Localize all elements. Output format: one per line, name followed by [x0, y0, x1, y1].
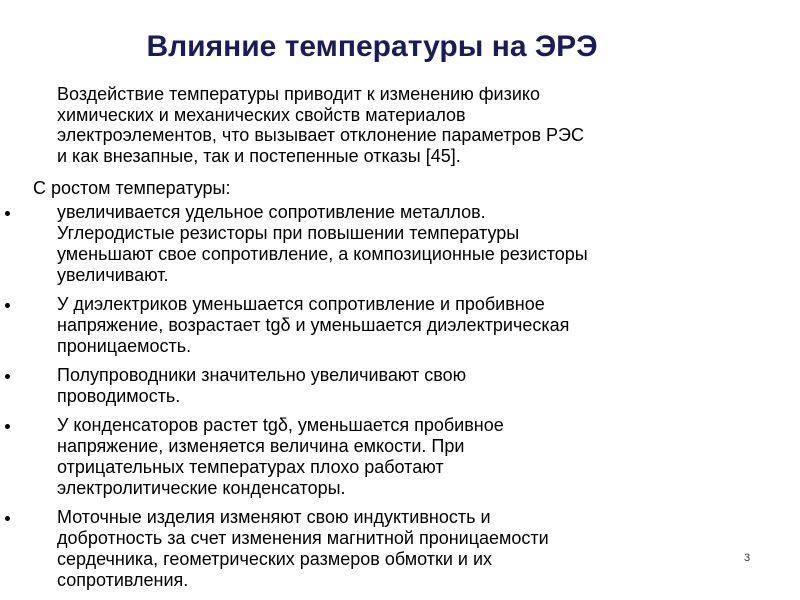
- bullet-dot-icon: [5, 211, 10, 216]
- bullet-line: напряжение, изменяется величина емкости. При: [57, 436, 465, 456]
- bullet-line: сердечника, геометрических размеров обмотки и их: [57, 549, 493, 569]
- bullet-line: проницаемость.: [57, 336, 192, 356]
- bullet-line: сопротивления.: [57, 570, 189, 590]
- bullet-line: отрицательных температурах плохо работают: [57, 457, 444, 477]
- bullet-line: электролитические конденсаторы.: [57, 478, 346, 498]
- lead-text: С ростом температуры:: [33, 178, 231, 198]
- page-number: 3: [744, 552, 751, 564]
- intro-line: химических и механических свойств материалов: [57, 104, 466, 125]
- bullet-line: Углеродистые резисторы при повышении температуры: [57, 223, 520, 243]
- bullet-item: [0, 365, 740, 407]
- bullet-item: [0, 415, 740, 499]
- intro-line: Воздействие температуры приводит к изменению физико: [57, 84, 540, 104]
- slide-title: Влияние температуры на ЭРЭ: [146, 30, 598, 63]
- bullet-item: [0, 507, 740, 591]
- bullet-list: [0, 202, 740, 599]
- bullet-item: [0, 202, 740, 286]
- bullet-line: У конденсаторов растет tgδ, уменьшается пробивное: [57, 415, 504, 435]
- bullet-dot-icon: [5, 374, 10, 379]
- bullet-line: увеличивают.: [57, 265, 169, 285]
- bullet-line: уменьшают свое сопротивление, а композиционные резисторы: [57, 244, 588, 264]
- bullet-dot-icon: [5, 516, 10, 521]
- bullet-dot-icon: [5, 424, 10, 429]
- intro-line: электроэлементов, что вызывает отклонение параметров РЭС: [57, 125, 584, 145]
- bullet-line: Полупроводники значительно увеличивают свою: [57, 365, 467, 385]
- bullet-line: проводимость.: [57, 386, 181, 406]
- bullet-dot-icon: [5, 303, 10, 308]
- bullet-line: увеличивается удельное сопротивление металлов.: [57, 202, 486, 222]
- intro-line: и как внезапные, так и постепенные отказы [45].: [57, 145, 461, 166]
- bullet-line: напряжение, возрастает tgδ и уменьшается диэлектрическая: [57, 315, 570, 335]
- bullet-item: [0, 294, 740, 357]
- intro-paragraph: [57, 84, 747, 166]
- bullet-line: У диэлектриков уменьшается сопротивление и пробивное: [57, 294, 545, 314]
- bullet-line: Моточные изделия изменяют свою индуктивность и: [57, 507, 491, 527]
- bullet-line: добротность за счет изменения магнитной проницаемости: [57, 528, 549, 548]
